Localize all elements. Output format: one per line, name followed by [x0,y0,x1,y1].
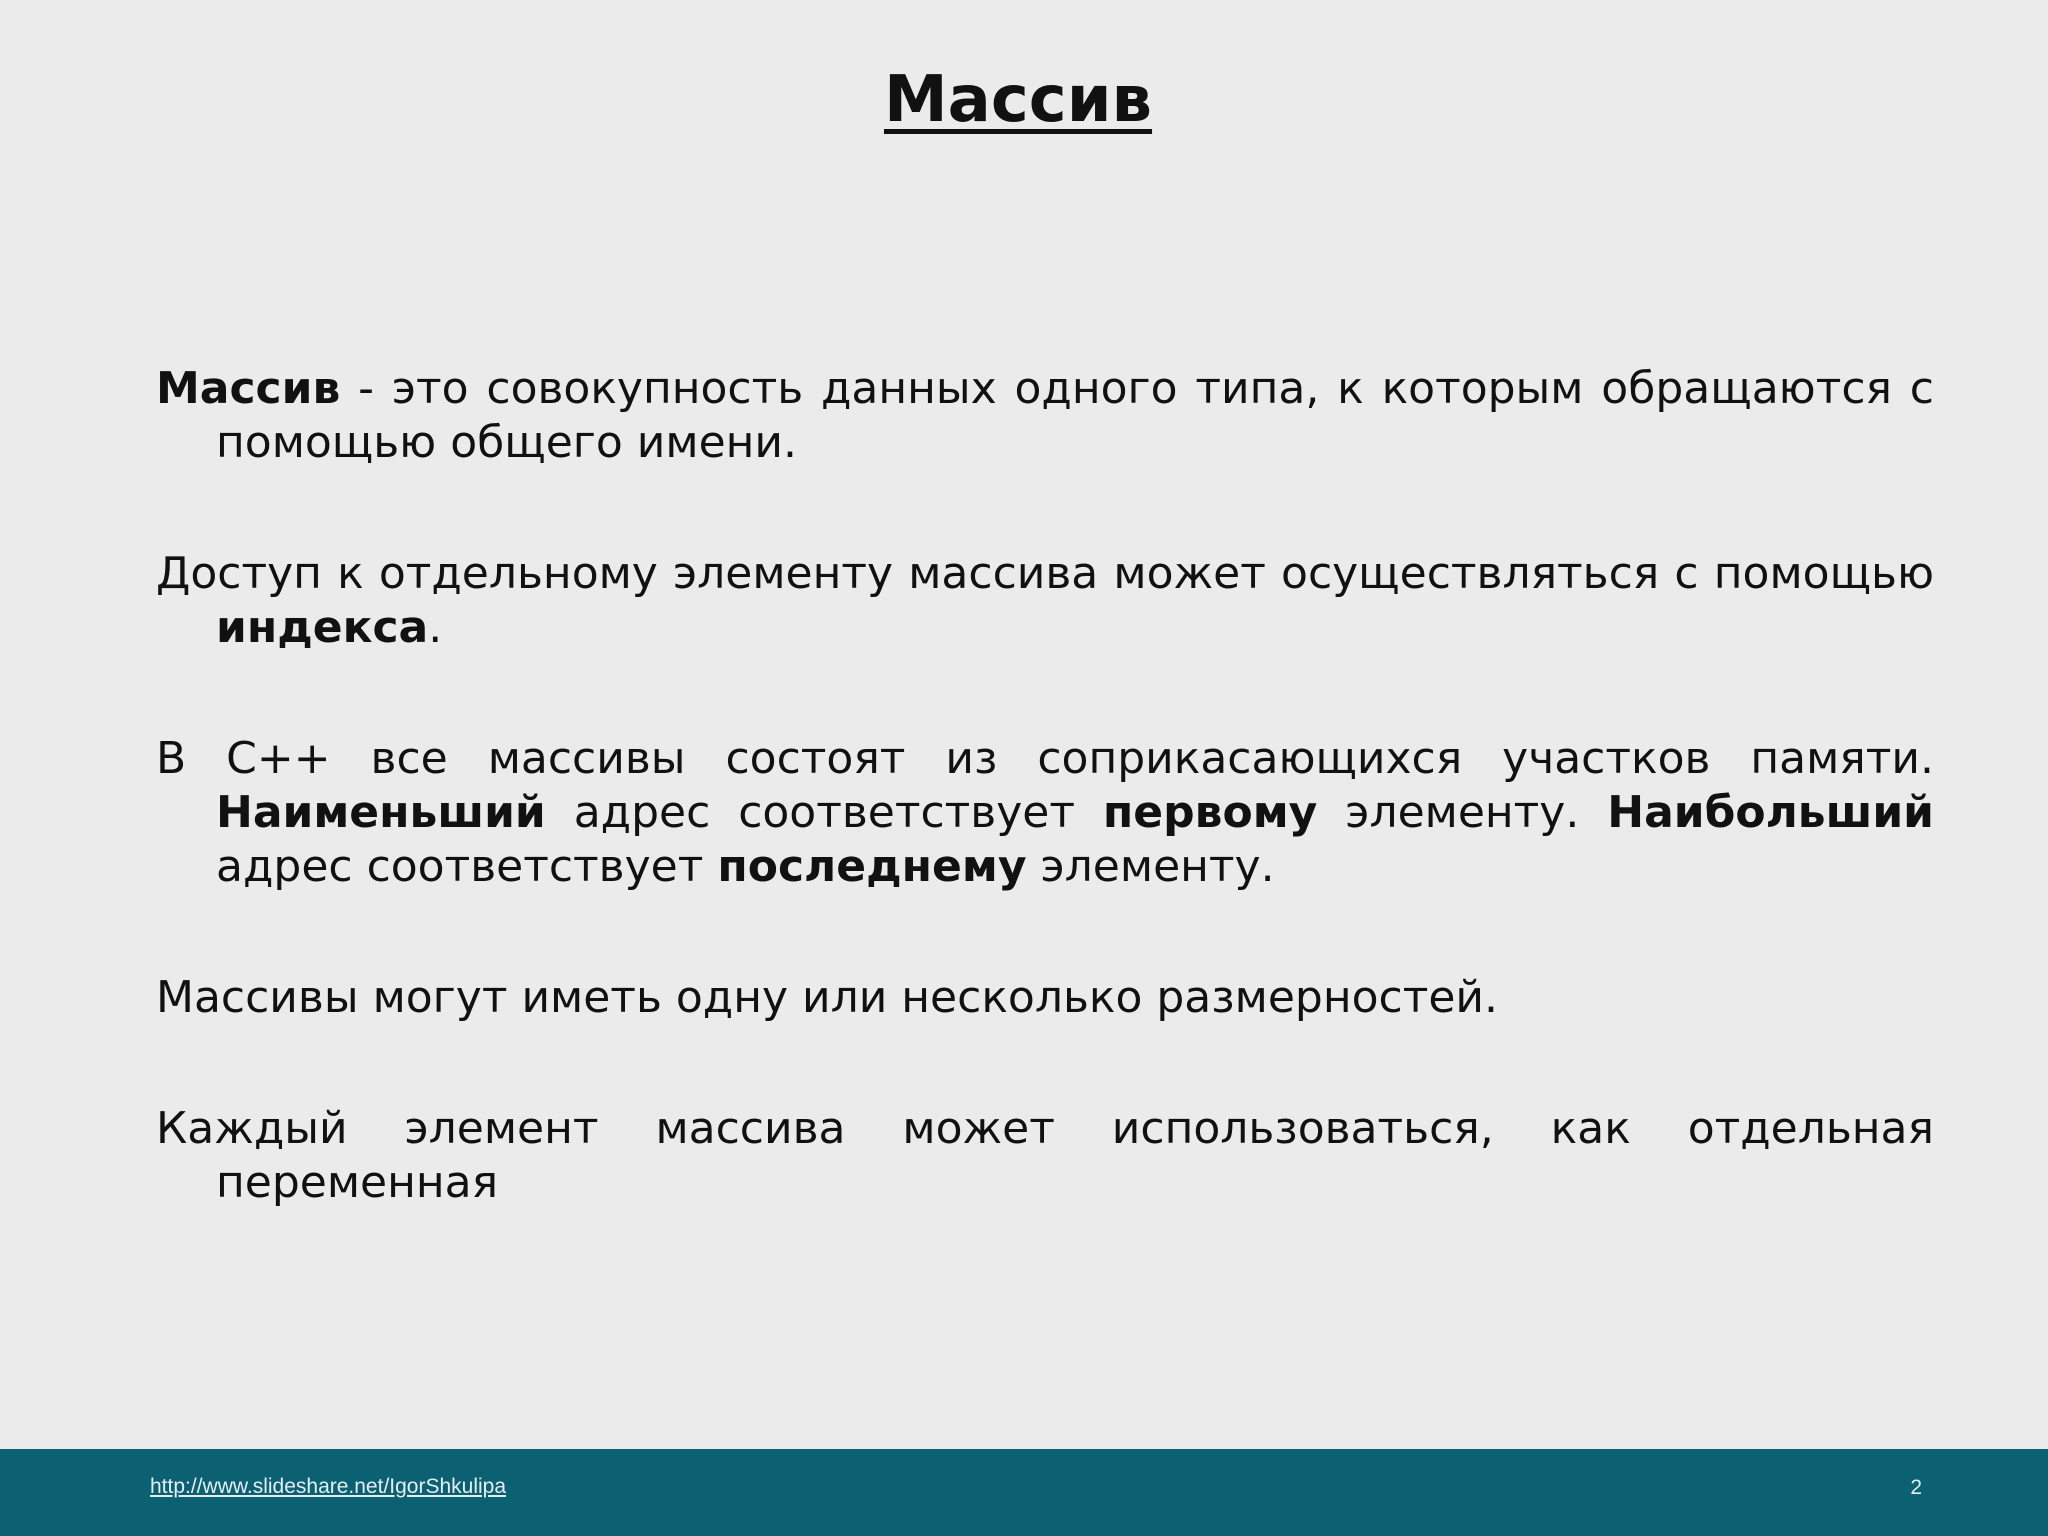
text-segment: адрес соответствует [216,841,718,892]
footer-bar [0,1449,2048,1536]
text-segment: адрес соответствует [545,787,1103,838]
text-segment: . [428,602,443,653]
text-segment: - это совокупность данных одного типа, к которым обращаются с помощью общего имени. [216,363,1934,468]
text-segment: В C++ все массивы состоят из соприкасающихся участков памяти. [156,733,1934,784]
bold-term: последнему [717,841,1027,892]
page-number: 2 [1910,1476,1922,1499]
paragraph-element-as-variable [156,1102,1934,1210]
bold-term: Наибольший [1607,787,1934,838]
bold-term: первому [1102,787,1318,838]
bold-term: индекса [216,602,429,653]
paragraph-array-definition [156,362,1934,470]
slide-body [156,362,1934,1287]
text-segment: Каждый элемент массива может использоваться, как отдельная переменная [156,1103,1934,1208]
bold-term: Наименьший [216,787,546,838]
text-segment: элементу. [1026,841,1275,892]
text-segment: элементу. [1317,787,1608,838]
slide-title: Массив [883,63,1153,137]
footer-link[interactable]: http://www.slideshare.net/IgorShkulipa [150,1475,507,1498]
bold-term: Массив [156,363,341,414]
text-segment: Массивы могут иметь одну или несколько размерностей. [156,972,1498,1023]
paragraph-memory-layout [156,732,1934,894]
paragraph-index-access [156,547,1934,655]
paragraph-dimensions [156,971,1934,1025]
text-segment: Доступ к отдельному элементу массива может осуществляться с помощью [156,548,1934,599]
